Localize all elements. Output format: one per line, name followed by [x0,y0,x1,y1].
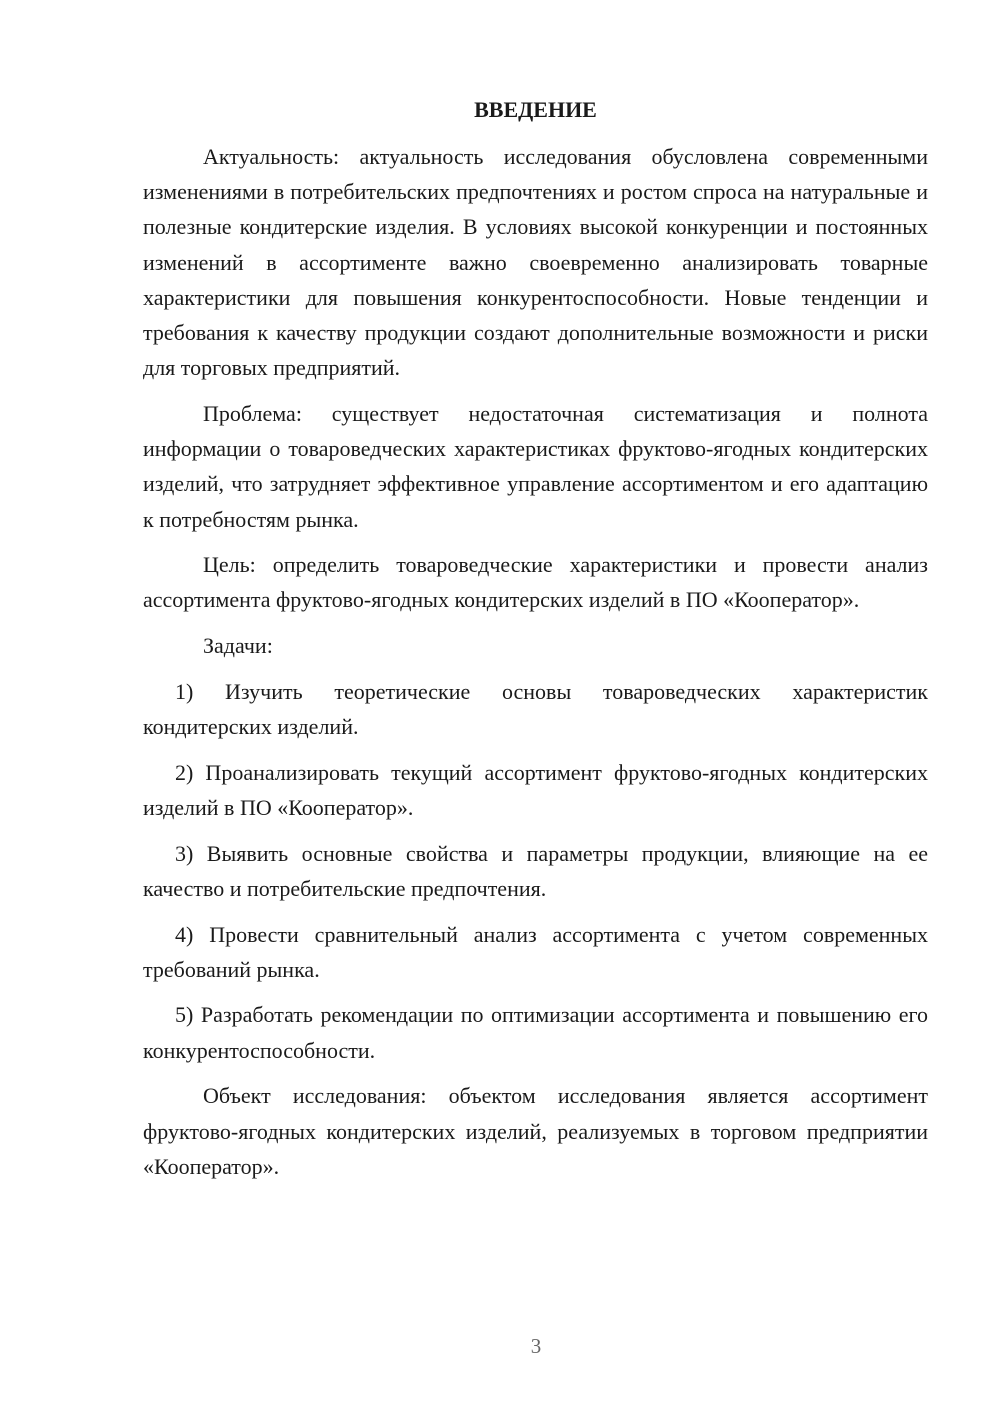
page-number: 3 [530,1334,542,1358]
relevance-paragraph: Актуальность: актуальность исследования обусловлена современными изменениями в потребительских предпочтениях и ростом спроса на натуральные и полезные кондитерские изделия. В условиях высокой конкуренции и постоянных изменений в ассортименте важно своевременно анализировать товарные характеристики для повышения конкурентоспособности. Новые тенденции и требования к качеству продукции создают дополнительные возможности и риски для торговых предприятий. [143,144,928,381]
object-paragraph: Объект исследования: объектом исследования является ассортимент фруктово-ягодных кондитерских изделий, реализуемых в торговом предприятии «Кооператор». [143,1083,928,1179]
task-item: 1) Изучить теоретические основы товароведческих характеристик кондитерских изделий. [143,678,928,740]
page-title: ВВЕДЕНИЕ [474,97,597,122]
task-item: 5) Разработать рекомендации по оптимизации ассортимента и повышению его конкурентоспособности. [143,1002,928,1063]
task-item: 4) Провести сравнительный анализ ассортимента с учетом современных требований рынка. [143,921,928,982]
goal-paragraph: Цель: определить товароведческие характеристики и провести анализ ассортимента фруктово-ягодных кондитерских изделий в ПО «Кооператор». [143,552,928,613]
document-page [143,92,928,1184]
problem-paragraph: Проблема: существует недостаточная систематизация и полнота информации о товароведческих характеристиках фруктово-ягодных кондитерских изделий, что затрудняет эффективное управление ассортиментом и его адаптацию к потребностям рынка. [143,400,928,532]
task-item: 2) Проанализировать текущий ассортимент фруктово-ягодных кондитерских изделий в ПО «Кооператор». [143,759,928,820]
task-item: 3) Выявить основные свойства и параметры продукции, влияющие на ее качество и потребительские предпочтения. [143,840,928,901]
tasks-label: Задачи: [203,633,273,659]
